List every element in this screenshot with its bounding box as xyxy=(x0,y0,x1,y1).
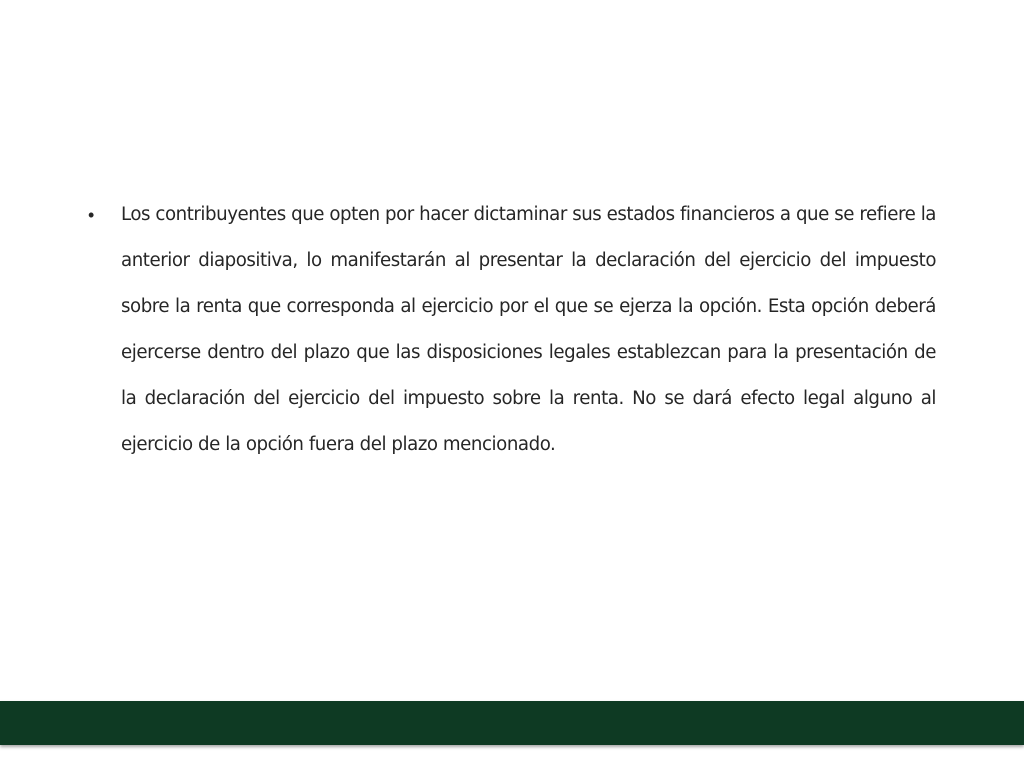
slide-paragraph: Los contribuyentes que opten por hacer dictaminar sus estados financieros a que se refiere la anterior diapositiva, lo manifestarán al presentar la declaración del ejercicio del impuesto sobre la renta que corresponda al ejercicio por el que se ejerza la opción. Esta opción deberá ejercerse dentro del plazo que las disposiciones legales establezcan para la presentación de la declaración del ejercicio del impuesto sobre la renta. No se dará efecto legal alguno al ejercicio de la opción fuera del plazo mencionado. xyxy=(121,204,936,455)
footer-band xyxy=(0,701,1024,745)
bullet-list-item xyxy=(88,192,936,468)
bullet-marker: • xyxy=(88,205,95,225)
